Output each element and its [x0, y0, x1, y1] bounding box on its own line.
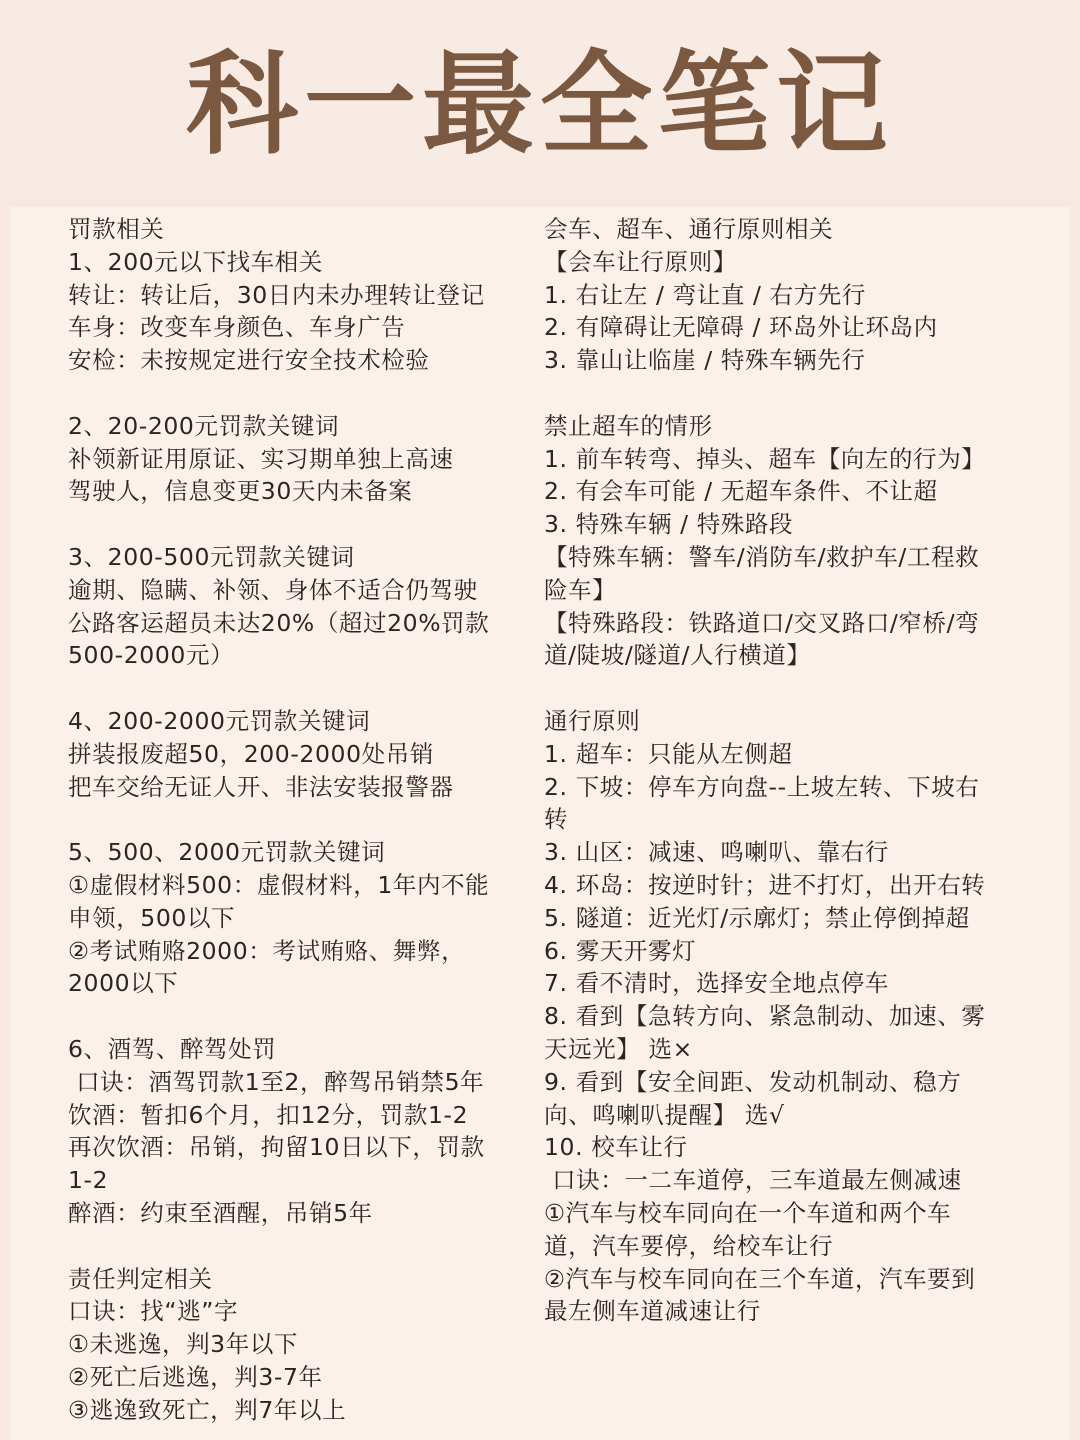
right-note-spacer — [544, 672, 1024, 705]
left-note-line: 口诀：酒驾罚款1至2，醉驾吊销禁5年 — [68, 1067, 485, 1096]
left-note-spacer — [68, 377, 528, 410]
left-note-line: 驾驶人，信息变更30天内未备案 — [68, 477, 413, 506]
right-note-line: 转 — [544, 805, 569, 834]
left-note-spacer — [68, 672, 528, 705]
left-note-line: 口诀：找“逃”字 — [68, 1297, 239, 1326]
left-note-line: ①未逃逸，判3年以下 — [68, 1330, 299, 1359]
left-column — [68, 213, 528, 1426]
left-note-line: 申领，500以下 — [68, 903, 236, 932]
page-title: 科一最全笔记 — [186, 40, 894, 170]
right-note-line: 天远光】 选× — [544, 1034, 693, 1063]
right-note-line: 8. 看到【急转方向、紧急制动、加速、雾 — [544, 1002, 986, 1031]
left-note-line: 补领新证用原证、实习期单独上高速 — [68, 444, 454, 473]
left-note-spacer — [68, 508, 528, 541]
right-note-line: 最左侧车道减速让行 — [544, 1297, 761, 1326]
right-note-line: 禁止超车的情形 — [544, 411, 713, 440]
right-note-line: 3. 特殊车辆 / 特殊路段 — [544, 510, 794, 539]
right-note-line: 10. 校车让行 — [544, 1133, 688, 1162]
right-note-line: 1. 超车：只能从左侧超 — [544, 739, 793, 768]
right-note-line: 7. 看不清时，选择安全地点停车 — [544, 969, 889, 998]
left-note-line: 公路客运超员未达20%（超过20%罚款 — [68, 608, 490, 637]
right-note-spacer — [544, 377, 1024, 410]
right-note-line: 险车】 — [544, 575, 617, 604]
title-band — [0, 0, 1080, 200]
right-note-line: 9. 看到【安全间距、发动机制动、稳方 — [544, 1067, 962, 1096]
right-note-line: 6. 雾天开雾灯 — [544, 936, 697, 965]
left-note-line: 把车交给无证人开、非法安装报警器 — [68, 772, 454, 801]
right-column — [544, 213, 1024, 1328]
right-note-line: 5. 隧道：近光灯/示廓灯；禁止停倒掉超 — [544, 903, 970, 932]
left-note-line: 车身：改变车身颜色、车身广告 — [68, 313, 406, 342]
right-note-line: 向、鸣喇叭提醒】 选√ — [544, 1100, 785, 1129]
left-note-line: 5、500、2000元罚款关键词 — [68, 838, 386, 867]
left-note-spacer — [68, 1000, 528, 1033]
right-note-line: ①汽车与校车同向在一个车道和两个车 — [544, 1198, 952, 1227]
left-note-line: 2000以下 — [68, 969, 179, 998]
right-note-line: 1. 右让左 / 弯让直 / 右方先行 — [544, 280, 867, 309]
left-note-line: 安检：未按规定进行安全技术检验 — [68, 346, 430, 375]
left-note-line: 责任判定相关 — [68, 1264, 213, 1293]
left-note-spacer — [68, 803, 528, 836]
left-note-line: ①虚假材料500：虚假材料，1年内不能 — [68, 870, 490, 899]
left-note-line: 逾期、隐瞒、补领、身体不适合仍驾驶 — [68, 575, 478, 604]
right-note-line: 3. 山区：减速、鸣喇叭、靠右行 — [544, 838, 889, 867]
right-note-line: 道，汽车要停，给校车让行 — [544, 1231, 834, 1260]
left-note-line: 2、20-200元罚款关键词 — [68, 411, 340, 440]
left-note-line: 1、200元以下找车相关 — [68, 247, 324, 276]
left-note-spacer — [68, 1230, 528, 1263]
left-note-line: ②考试贿赂2000：考试贿赂、舞弊， — [68, 936, 466, 965]
left-note-line: 罚款相关 — [68, 215, 165, 243]
right-note-line: 【特殊路段：铁路道口/交叉路口/窄桥/弯 — [544, 608, 980, 637]
right-note-line: 1. 前车转弯、掉头、超车【向左的行为】 — [544, 444, 986, 473]
left-note-line: 3、200-500元罚款关键词 — [68, 542, 355, 571]
left-note-line: 4、200-2000元罚款关键词 — [68, 706, 371, 735]
right-note-line: ②汽车与校车同向在三个车道，汽车要到 — [544, 1264, 976, 1293]
right-note-line: 2. 下坡：停车方向盘--上坡左转、下坡右 — [544, 772, 980, 801]
right-note-line: 【特殊车辆：警车/消防车/救护车/工程救 — [544, 542, 980, 571]
left-note-line: ③逃逸致死亡，判7年以上 — [68, 1395, 347, 1424]
left-note-line: 再次饮酒：吊销，拘留10日以下，罚款 — [68, 1133, 485, 1162]
left-note-line: 转让：转让后，30日内未办理转让登记 — [68, 280, 485, 309]
right-note-line: 道/陡坡/隧道/人行横道】 — [544, 641, 811, 670]
right-note-line: 通行原则 — [544, 706, 641, 735]
right-note-line: 2. 有会车可能 / 无超车条件、不让超 — [544, 477, 938, 506]
left-note-line: ②死亡后逃逸，判3-7年 — [68, 1362, 323, 1391]
left-note-line: 饮酒：暂扣6个月，扣12分，罚款1-2 — [68, 1100, 469, 1129]
right-note-line: 【会车让行原则】 — [544, 247, 737, 276]
left-note-line: 醉酒：约束至酒醒，吊销5年 — [68, 1198, 373, 1227]
right-note-line: 会车、超车、通行原则相关 — [544, 215, 834, 243]
right-note-line: 口诀：一二车道停，三车道最左侧减速 — [544, 1166, 962, 1195]
left-note-line: 1-2 — [68, 1166, 109, 1195]
left-note-line: 500-2000元） — [68, 641, 235, 670]
right-note-line: 4. 环岛：按逆时针；进不打灯，出开右转 — [544, 870, 986, 899]
right-note-line: 2. 有障碍让无障碍 / 环岛外让环岛内 — [544, 313, 938, 342]
left-note-line: 拼装报废超50，200-2000处吊销 — [68, 739, 434, 768]
right-note-line: 3. 靠山让临崖 / 特殊车辆先行 — [544, 346, 866, 375]
left-note-line: 6、酒驾、醉驾处罚 — [68, 1034, 277, 1063]
